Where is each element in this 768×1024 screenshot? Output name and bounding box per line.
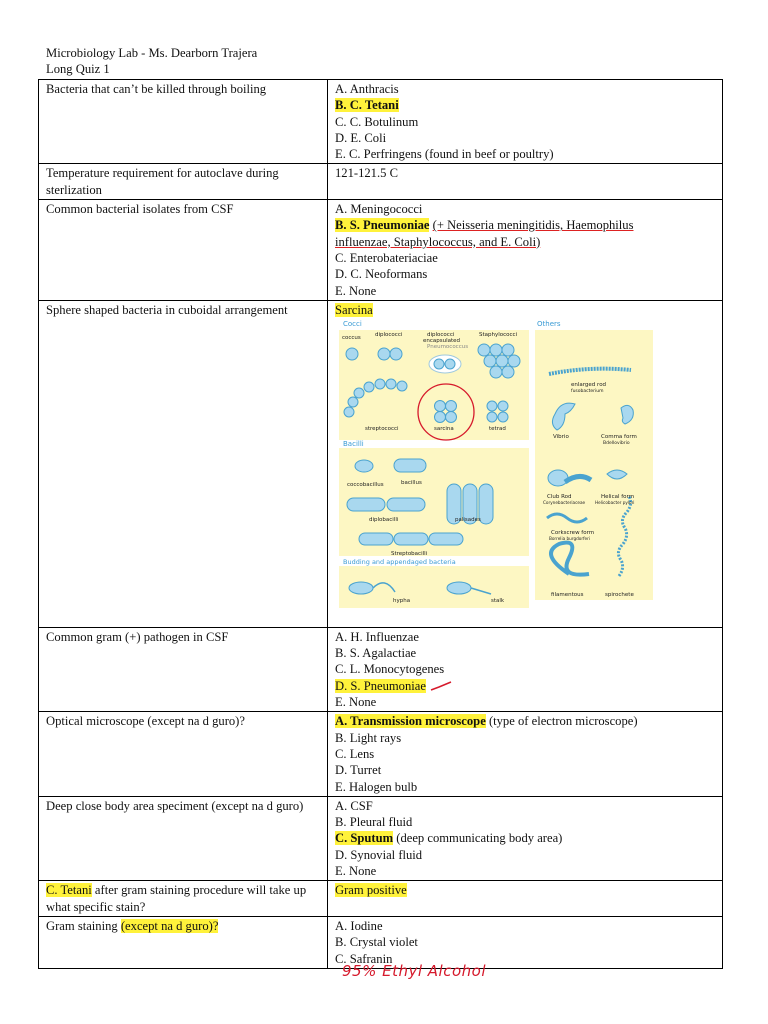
label-bdellovibrio: Bdellovibrio (603, 441, 630, 447)
bacilli-title: Bacilli (343, 440, 364, 449)
highlighted-answer: C. Sputum (335, 831, 394, 846)
label-pneumococcus: Pneumococcus (427, 344, 469, 351)
answer-note: (deep communicating body area) (396, 831, 563, 846)
question-cell: Deep close body area speciment (except na d guro) (39, 796, 328, 880)
option: D. E. Coli (335, 130, 387, 145)
label-helical-form: Helical form (601, 494, 635, 501)
label-staphylococci: Staphylococci (479, 332, 518, 339)
morphology-diagram (339, 320, 665, 608)
option: B. Crystal violet (335, 935, 418, 950)
label-bacillus: bacillus (401, 480, 422, 487)
label-coccobacillus: coccobacillus (347, 482, 384, 489)
answer-note: (type of electron microscope) (488, 714, 638, 729)
answer-cell (328, 916, 723, 968)
table-row (39, 712, 723, 796)
budding-title: Budding and appendaged bacteria (343, 558, 456, 567)
highlighted-answer: B. C. Tetani (335, 98, 399, 113)
option: C. Enterobateriaciae (335, 250, 438, 265)
coccus-cell (346, 348, 358, 360)
table-row (39, 200, 723, 301)
question-cell: Temperature requirement for autoclave during sterlization (39, 164, 328, 200)
label-encapsulated: encapsulated (423, 338, 461, 345)
option: C. Lens (335, 746, 375, 761)
option: A. Anthracis (335, 82, 399, 96)
highlighted-answer: A. Transmission microscope (335, 714, 486, 729)
bacteria-morphology-figure (339, 320, 665, 608)
option: E. Halogen bulb (335, 779, 418, 794)
table-row (39, 881, 723, 917)
answer-note: (+ Neisseria meningitidis, Haemophilus (432, 218, 634, 233)
document-header (46, 45, 257, 77)
label-vibrio: Vibrio (553, 434, 569, 441)
option: A. CSF (335, 798, 373, 813)
option: E. None (335, 283, 377, 298)
label-club-rod: Club Rod (547, 494, 572, 501)
option: A. Meningococci (335, 202, 423, 217)
checkmark-icon (429, 681, 453, 693)
highlighted-question: (except na d guro)? (120, 918, 219, 933)
header-quiz: Long Quiz 1 (46, 62, 110, 76)
cocci-title: Cocci (343, 320, 362, 329)
highlighted-answer: Gram positive (335, 883, 407, 898)
answer-cell (328, 881, 723, 917)
label-streptococci: streptococci (365, 426, 399, 433)
label-diplobacilli: diplobacilli (369, 517, 399, 524)
option: E. None (335, 695, 377, 710)
label-corynebacteriaceae: Corynebacteriaceae (543, 500, 586, 506)
highlighted-answer: Sarcina (335, 302, 373, 317)
answer-cell (328, 796, 723, 880)
label-helicobacter: Helicobacter pylori (595, 500, 635, 506)
question-cell: Common bacterial isolates from CSF (39, 200, 328, 301)
label-diplococci-encapsulated: diplococci (427, 332, 455, 339)
option: E. None (335, 864, 377, 879)
table-row (39, 796, 723, 880)
label-corkscrew-form: Corkscrew form (551, 530, 595, 537)
option: D. Turret (335, 763, 382, 778)
table-row (39, 80, 723, 164)
question-cell: Optical microscope (except na d guro)? (39, 712, 328, 796)
highlighted-answer: D. S. Pneumoniae (335, 678, 426, 693)
option: D. C. Neoformans (335, 267, 428, 282)
question-text: Gram staining (46, 918, 118, 933)
label-sarcina: sarcina (434, 426, 454, 433)
label-palisades: palisades (455, 517, 481, 524)
option: C. Safranin (335, 951, 393, 966)
question-cell: Common gram (+) pathogen in CSF (39, 627, 328, 711)
label-comma-form: Comma form (601, 434, 637, 441)
table-row (39, 164, 723, 200)
label-coccus: coccus (342, 335, 361, 342)
answer-cell (328, 712, 723, 796)
option: E. C. Perfringens (found in beef or poultry) (335, 147, 554, 162)
label-borrelia: Borrelia burgdorferi (549, 536, 591, 542)
question-cell (39, 916, 328, 968)
label-enlarged-rod: enlarged rod (571, 382, 607, 389)
question-text: after gram staining procedure will take up what specific stain? (46, 883, 307, 914)
option: A. Iodine (335, 918, 383, 933)
others-title: Others (537, 320, 561, 329)
question-cell (39, 881, 328, 917)
table-row (39, 916, 723, 968)
answer-cell (328, 300, 723, 627)
highlighted-answer: B. S. Pneumoniae (335, 218, 430, 233)
label-streptobacilli: Streptobacilli (391, 551, 428, 558)
label-hypha: hypha (393, 598, 411, 605)
option: A. H. Influenzae (335, 629, 419, 644)
option: D. Synovial fluid (335, 847, 423, 862)
table-row (39, 627, 723, 711)
answer-cell: 121-121.5 C (328, 164, 723, 200)
label-tetrad: tetrad (489, 426, 506, 433)
question-cell: Bacteria that can’t be killed through boiling (39, 80, 328, 164)
header-course: Microbiology Lab - Ms. Dearborn Trajera (46, 46, 258, 60)
label-stalk: stalk (491, 598, 505, 605)
question-cell: Sphere shaped bacteria in cuboidal arrangement (39, 300, 328, 627)
answer-cell (328, 627, 723, 711)
answer-note: influenzae, Staphylococcus, and E. Coli) (335, 234, 541, 249)
handwritten-note: 95% Ethyl Alcohol (342, 962, 486, 980)
label-diplococci: diplococci (375, 332, 403, 339)
option: C. L. Monocytogenes (335, 662, 445, 677)
option: B. Pleural fluid (335, 815, 413, 830)
label-filamentous: filamentous (551, 592, 584, 599)
quiz-table (38, 79, 723, 969)
label-spirochete: spirochete (605, 592, 634, 599)
answer-cell (328, 80, 723, 164)
option: B. S. Agalactiae (335, 646, 417, 661)
label-fusobacterium: fusobacterium (571, 389, 604, 395)
option: B. Light rays (335, 730, 402, 745)
option: C. C. Botulinum (335, 114, 419, 129)
highlighted-question: C. Tetani (46, 883, 92, 898)
answer-cell (328, 200, 723, 301)
table-row (39, 300, 723, 627)
